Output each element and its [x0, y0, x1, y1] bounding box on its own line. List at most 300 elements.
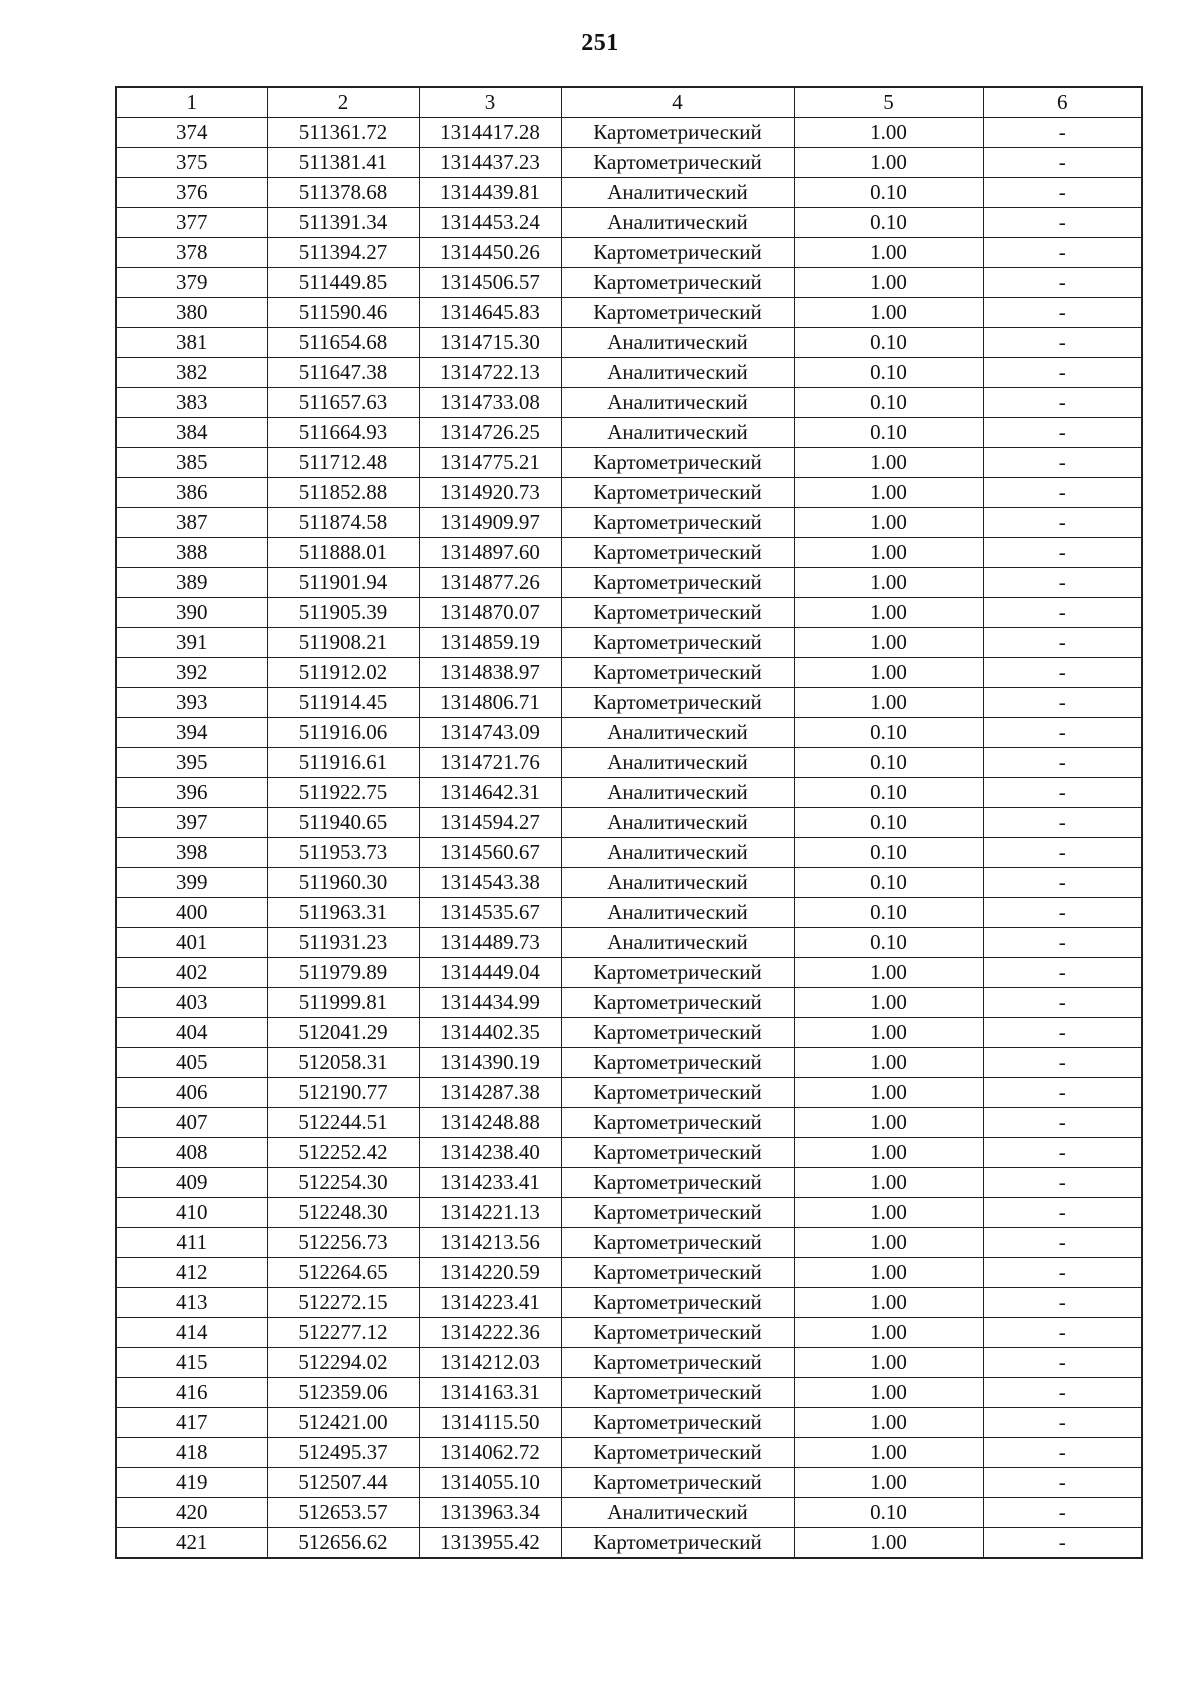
- cell-point-number: 411: [116, 1228, 267, 1258]
- cell-method: Аналитический: [561, 418, 794, 448]
- cell-accuracy: 1.00: [794, 1408, 983, 1438]
- cell-method: Картометрический: [561, 1138, 794, 1168]
- column-header-method: 4: [561, 87, 794, 118]
- cell-method: Картометрический: [561, 1348, 794, 1378]
- table-row: [116, 328, 1142, 358]
- cell-accuracy: 1.00: [794, 1438, 983, 1468]
- cell-note: -: [983, 178, 1142, 208]
- cell-accuracy: 0.10: [794, 1498, 983, 1528]
- cell-accuracy: 0.10: [794, 778, 983, 808]
- table-row: [116, 1048, 1142, 1078]
- cell-coordinate-y: 1313963.34: [419, 1498, 561, 1528]
- cell-point-number: 377: [116, 208, 267, 238]
- cell-coordinate-y: 1314877.26: [419, 568, 561, 598]
- cell-accuracy: 1.00: [794, 1048, 983, 1078]
- cell-coordinate-x: 511979.89: [267, 958, 419, 988]
- cell-accuracy: 1.00: [794, 238, 983, 268]
- table-row: [116, 1438, 1142, 1468]
- cell-accuracy: 1.00: [794, 1078, 983, 1108]
- cell-method: Картометрический: [561, 1168, 794, 1198]
- cell-method: Картометрический: [561, 1018, 794, 1048]
- cell-accuracy: 0.10: [794, 178, 983, 208]
- cell-coordinate-y: 1314223.41: [419, 1288, 561, 1318]
- cell-point-number: 416: [116, 1378, 267, 1408]
- cell-note: -: [983, 268, 1142, 298]
- cell-coordinate-y: 1314287.38: [419, 1078, 561, 1108]
- table-row: [116, 1498, 1142, 1528]
- cell-accuracy: 0.10: [794, 748, 983, 778]
- coordinates-table: [115, 86, 1143, 1559]
- cell-point-number: 384: [116, 418, 267, 448]
- cell-accuracy: 1.00: [794, 688, 983, 718]
- cell-accuracy: 1.00: [794, 1168, 983, 1198]
- cell-method: Аналитический: [561, 838, 794, 868]
- cell-note: -: [983, 328, 1142, 358]
- cell-coordinate-x: 512248.30: [267, 1198, 419, 1228]
- cell-point-number: 407: [116, 1108, 267, 1138]
- cell-accuracy: 1.00: [794, 958, 983, 988]
- cell-accuracy: 1.00: [794, 1138, 983, 1168]
- cell-note: -: [983, 418, 1142, 448]
- table-row: [116, 538, 1142, 568]
- cell-note: -: [983, 1288, 1142, 1318]
- table-row: [116, 1528, 1142, 1559]
- cell-coordinate-x: 512264.65: [267, 1258, 419, 1288]
- table-row: [116, 838, 1142, 868]
- cell-note: -: [983, 508, 1142, 538]
- cell-method: Картометрический: [561, 628, 794, 658]
- cell-accuracy: 1.00: [794, 478, 983, 508]
- cell-point-number: 418: [116, 1438, 267, 1468]
- cell-accuracy: 1.00: [794, 568, 983, 598]
- cell-point-number: 417: [116, 1408, 267, 1438]
- table-row: [116, 298, 1142, 328]
- table-row: [116, 958, 1142, 988]
- cell-method: Картометрический: [561, 1198, 794, 1228]
- cell-coordinate-y: 1314439.81: [419, 178, 561, 208]
- cell-accuracy: 0.10: [794, 808, 983, 838]
- cell-point-number: 389: [116, 568, 267, 598]
- cell-accuracy: 0.10: [794, 928, 983, 958]
- cell-coordinate-y: 1314920.73: [419, 478, 561, 508]
- cell-method: Картометрический: [561, 1228, 794, 1258]
- cell-accuracy: 1.00: [794, 1018, 983, 1048]
- cell-note: -: [983, 1108, 1142, 1138]
- cell-coordinate-y: 1314870.07: [419, 598, 561, 628]
- cell-method: Картометрический: [561, 658, 794, 688]
- cell-point-number: 392: [116, 658, 267, 688]
- cell-method: Картометрический: [561, 1528, 794, 1559]
- cell-coordinate-y: 1314897.60: [419, 538, 561, 568]
- cell-accuracy: 1.00: [794, 598, 983, 628]
- cell-method: Картометрический: [561, 298, 794, 328]
- cell-coordinate-y: 1314642.31: [419, 778, 561, 808]
- cell-coordinate-x: 511647.38: [267, 358, 419, 388]
- cell-coordinate-y: 1314055.10: [419, 1468, 561, 1498]
- cell-note: -: [983, 1438, 1142, 1468]
- cell-point-number: 388: [116, 538, 267, 568]
- cell-note: -: [983, 358, 1142, 388]
- cell-coordinate-y: 1314453.24: [419, 208, 561, 238]
- table-row: [116, 1168, 1142, 1198]
- cell-point-number: 391: [116, 628, 267, 658]
- cell-coordinate-y: 1314560.67: [419, 838, 561, 868]
- table-row: [116, 508, 1142, 538]
- cell-coordinate-x: 512254.30: [267, 1168, 419, 1198]
- cell-note: -: [983, 1378, 1142, 1408]
- cell-note: -: [983, 898, 1142, 928]
- cell-method: Аналитический: [561, 208, 794, 238]
- table-row: [116, 868, 1142, 898]
- cell-coordinate-y: 1314213.56: [419, 1228, 561, 1258]
- cell-accuracy: 1.00: [794, 1198, 983, 1228]
- cell-point-number: 376: [116, 178, 267, 208]
- cell-coordinate-x: 511916.06: [267, 718, 419, 748]
- cell-method: Картометрический: [561, 268, 794, 298]
- cell-coordinate-y: 1314437.23: [419, 148, 561, 178]
- cell-method: Аналитический: [561, 898, 794, 928]
- cell-method: Аналитический: [561, 808, 794, 838]
- cell-point-number: 420: [116, 1498, 267, 1528]
- table-row: [116, 688, 1142, 718]
- cell-coordinate-x: 512359.06: [267, 1378, 419, 1408]
- cell-accuracy: 0.10: [794, 838, 983, 868]
- cell-accuracy: 0.10: [794, 898, 983, 928]
- cell-note: -: [983, 808, 1142, 838]
- cell-point-number: 387: [116, 508, 267, 538]
- cell-note: -: [983, 118, 1142, 148]
- cell-note: -: [983, 1138, 1142, 1168]
- cell-coordinate-y: 1314806.71: [419, 688, 561, 718]
- cell-note: -: [983, 1318, 1142, 1348]
- table-row: [116, 988, 1142, 1018]
- table-row: [116, 628, 1142, 658]
- cell-method: Аналитический: [561, 778, 794, 808]
- cell-note: -: [983, 1468, 1142, 1498]
- table-row: [116, 1408, 1142, 1438]
- cell-point-number: 410: [116, 1198, 267, 1228]
- cell-accuracy: 0.10: [794, 718, 983, 748]
- cell-coordinate-y: 1314449.04: [419, 958, 561, 988]
- cell-note: -: [983, 838, 1142, 868]
- cell-coordinate-x: 511901.94: [267, 568, 419, 598]
- cell-coordinate-y: 1314645.83: [419, 298, 561, 328]
- cell-point-number: 421: [116, 1528, 267, 1559]
- table-row: [116, 898, 1142, 928]
- cell-coordinate-x: 512277.12: [267, 1318, 419, 1348]
- table-row: [116, 1078, 1142, 1108]
- table-row: [116, 478, 1142, 508]
- cell-accuracy: 1.00: [794, 148, 983, 178]
- cell-note: -: [983, 388, 1142, 418]
- cell-point-number: 399: [116, 868, 267, 898]
- cell-point-number: 379: [116, 268, 267, 298]
- cell-coordinate-y: 1314726.25: [419, 418, 561, 448]
- table-row: [116, 658, 1142, 688]
- cell-coordinate-y: 1314838.97: [419, 658, 561, 688]
- cell-point-number: 401: [116, 928, 267, 958]
- table-row: [116, 1378, 1142, 1408]
- cell-coordinate-x: 511963.31: [267, 898, 419, 928]
- cell-coordinate-y: 1314402.35: [419, 1018, 561, 1048]
- cell-note: -: [983, 538, 1142, 568]
- cell-point-number: 400: [116, 898, 267, 928]
- cell-method: Аналитический: [561, 328, 794, 358]
- table-row: [116, 118, 1142, 148]
- cell-accuracy: 1.00: [794, 1228, 983, 1258]
- cell-coordinate-x: 511912.02: [267, 658, 419, 688]
- table-row: [116, 268, 1142, 298]
- cell-point-number: 405: [116, 1048, 267, 1078]
- cell-coordinate-x: 511916.61: [267, 748, 419, 778]
- table-row: [116, 1108, 1142, 1138]
- cell-accuracy: 0.10: [794, 868, 983, 898]
- cell-note: -: [983, 988, 1142, 1018]
- cell-coordinate-y: 1314212.03: [419, 1348, 561, 1378]
- cell-accuracy: 1.00: [794, 1348, 983, 1378]
- cell-note: -: [983, 928, 1142, 958]
- table-row: [116, 418, 1142, 448]
- cell-accuracy: 1.00: [794, 1258, 983, 1288]
- cell-coordinate-x: 512495.37: [267, 1438, 419, 1468]
- cell-point-number: 419: [116, 1468, 267, 1498]
- cell-coordinate-y: 1314434.99: [419, 988, 561, 1018]
- cell-coordinate-x: 511940.65: [267, 808, 419, 838]
- cell-coordinate-y: 1314450.26: [419, 238, 561, 268]
- cell-accuracy: 1.00: [794, 118, 983, 148]
- cell-accuracy: 0.10: [794, 328, 983, 358]
- cell-coordinate-x: 512294.02: [267, 1348, 419, 1378]
- cell-method: Картометрический: [561, 1048, 794, 1078]
- cell-note: -: [983, 718, 1142, 748]
- cell-coordinate-x: 511654.68: [267, 328, 419, 358]
- cell-point-number: 381: [116, 328, 267, 358]
- cell-coordinate-x: 512041.29: [267, 1018, 419, 1048]
- cell-coordinate-x: 511590.46: [267, 298, 419, 328]
- cell-coordinate-x: 511874.58: [267, 508, 419, 538]
- cell-note: -: [983, 748, 1142, 778]
- cell-coordinate-x: 512507.44: [267, 1468, 419, 1498]
- cell-note: -: [983, 448, 1142, 478]
- cell-coordinate-y: 1314733.08: [419, 388, 561, 418]
- cell-coordinate-x: 511449.85: [267, 268, 419, 298]
- cell-coordinate-y: 1314715.30: [419, 328, 561, 358]
- table-row: [116, 598, 1142, 628]
- cell-coordinate-y: 1314220.59: [419, 1258, 561, 1288]
- cell-note: -: [983, 658, 1142, 688]
- column-header-coordinate-y: 3: [419, 87, 561, 118]
- cell-method: Аналитический: [561, 1498, 794, 1528]
- table-row: [116, 1468, 1142, 1498]
- cell-point-number: 409: [116, 1168, 267, 1198]
- cell-coordinate-x: 511905.39: [267, 598, 419, 628]
- cell-coordinate-y: 1314390.19: [419, 1048, 561, 1078]
- cell-coordinate-x: 511888.01: [267, 538, 419, 568]
- cell-coordinate-y: 1314221.13: [419, 1198, 561, 1228]
- cell-point-number: 412: [116, 1258, 267, 1288]
- table-row: [116, 1318, 1142, 1348]
- table-row: [116, 358, 1142, 388]
- cell-accuracy: 1.00: [794, 658, 983, 688]
- cell-point-number: 375: [116, 148, 267, 178]
- cell-point-number: 378: [116, 238, 267, 268]
- header-row: [116, 87, 1142, 118]
- table-row: [116, 748, 1142, 778]
- cell-coordinate-y: 1313955.42: [419, 1528, 561, 1559]
- cell-coordinate-x: 511999.81: [267, 988, 419, 1018]
- cell-note: -: [983, 1168, 1142, 1198]
- cell-coordinate-x: 512421.00: [267, 1408, 419, 1438]
- cell-coordinate-x: 511712.48: [267, 448, 419, 478]
- cell-method: Картометрический: [561, 1378, 794, 1408]
- cell-accuracy: 0.10: [794, 358, 983, 388]
- cell-coordinate-y: 1314721.76: [419, 748, 561, 778]
- cell-note: -: [983, 478, 1142, 508]
- cell-coordinate-x: 511908.21: [267, 628, 419, 658]
- cell-accuracy: 1.00: [794, 268, 983, 298]
- cell-method: Картометрический: [561, 1258, 794, 1288]
- cell-note: -: [983, 298, 1142, 328]
- table-row: [116, 1348, 1142, 1378]
- table-body: [116, 118, 1142, 1559]
- cell-coordinate-x: 512058.31: [267, 1048, 419, 1078]
- table-row: [116, 1138, 1142, 1168]
- table-row: [116, 148, 1142, 178]
- cell-note: -: [983, 688, 1142, 718]
- cell-method: Картометрический: [561, 238, 794, 268]
- cell-note: -: [983, 148, 1142, 178]
- cell-point-number: 395: [116, 748, 267, 778]
- cell-coordinate-x: 511914.45: [267, 688, 419, 718]
- cell-method: Картометрический: [561, 1078, 794, 1108]
- cell-method: Аналитический: [561, 718, 794, 748]
- cell-coordinate-x: 511391.34: [267, 208, 419, 238]
- cell-note: -: [983, 778, 1142, 808]
- cell-point-number: 397: [116, 808, 267, 838]
- cell-note: -: [983, 1408, 1142, 1438]
- table-row: [116, 178, 1142, 208]
- cell-note: -: [983, 1078, 1142, 1108]
- cell-point-number: 394: [116, 718, 267, 748]
- cell-coordinate-y: 1314775.21: [419, 448, 561, 478]
- table-row: [116, 1258, 1142, 1288]
- table-row: [116, 238, 1142, 268]
- cell-method: Аналитический: [561, 388, 794, 418]
- cell-method: Картометрический: [561, 118, 794, 148]
- cell-coordinate-x: 512256.73: [267, 1228, 419, 1258]
- cell-point-number: 404: [116, 1018, 267, 1048]
- cell-coordinate-y: 1314743.09: [419, 718, 561, 748]
- cell-point-number: 406: [116, 1078, 267, 1108]
- cell-accuracy: 1.00: [794, 1378, 983, 1408]
- cell-method: Картометрический: [561, 448, 794, 478]
- cell-coordinate-x: 511960.30: [267, 868, 419, 898]
- cell-accuracy: 1.00: [794, 298, 983, 328]
- column-header-point-number: 1: [116, 87, 267, 118]
- cell-coordinate-y: 1314594.27: [419, 808, 561, 838]
- cell-accuracy: 1.00: [794, 628, 983, 658]
- table-row: [116, 928, 1142, 958]
- cell-point-number: 374: [116, 118, 267, 148]
- cell-method: Картометрический: [561, 478, 794, 508]
- cell-coordinate-y: 1314722.13: [419, 358, 561, 388]
- cell-accuracy: 1.00: [794, 1288, 983, 1318]
- cell-note: -: [983, 1198, 1142, 1228]
- cell-accuracy: 0.10: [794, 418, 983, 448]
- cell-point-number: 393: [116, 688, 267, 718]
- cell-point-number: 382: [116, 358, 267, 388]
- cell-coordinate-y: 1314859.19: [419, 628, 561, 658]
- cell-accuracy: 1.00: [794, 1528, 983, 1559]
- cell-accuracy: 0.10: [794, 388, 983, 418]
- cell-accuracy: 1.00: [794, 448, 983, 478]
- cell-coordinate-y: 1314535.67: [419, 898, 561, 928]
- table-header: [116, 87, 1142, 118]
- cell-method: Картометрический: [561, 568, 794, 598]
- cell-method: Картометрический: [561, 508, 794, 538]
- cell-note: -: [983, 1348, 1142, 1378]
- cell-point-number: 413: [116, 1288, 267, 1318]
- cell-point-number: 386: [116, 478, 267, 508]
- cell-note: -: [983, 958, 1142, 988]
- table-row: [116, 1288, 1142, 1318]
- cell-accuracy: 1.00: [794, 988, 983, 1018]
- cell-point-number: 390: [116, 598, 267, 628]
- cell-note: -: [983, 1018, 1142, 1048]
- table-row: [116, 208, 1142, 238]
- cell-accuracy: 0.10: [794, 208, 983, 238]
- cell-point-number: 403: [116, 988, 267, 1018]
- cell-note: -: [983, 1228, 1142, 1258]
- table-row: [116, 808, 1142, 838]
- cell-point-number: 383: [116, 388, 267, 418]
- cell-coordinate-x: 512190.77: [267, 1078, 419, 1108]
- cell-coordinate-x: 511931.23: [267, 928, 419, 958]
- cell-point-number: 414: [116, 1318, 267, 1348]
- cell-method: Картометрический: [561, 598, 794, 628]
- cell-coordinate-y: 1314238.40: [419, 1138, 561, 1168]
- cell-method: Аналитический: [561, 358, 794, 388]
- table-row: [116, 568, 1142, 598]
- table-row: [116, 1018, 1142, 1048]
- cell-coordinate-x: 511378.68: [267, 178, 419, 208]
- table-row: [116, 778, 1142, 808]
- cell-method: Картометрический: [561, 1318, 794, 1348]
- table-row: [116, 718, 1142, 748]
- cell-note: -: [983, 208, 1142, 238]
- cell-coordinate-x: 512272.15: [267, 1288, 419, 1318]
- cell-coordinate-x: 511922.75: [267, 778, 419, 808]
- cell-point-number: 380: [116, 298, 267, 328]
- cell-coordinate-y: 1314489.73: [419, 928, 561, 958]
- cell-method: Картометрический: [561, 1108, 794, 1138]
- cell-note: -: [983, 1528, 1142, 1559]
- cell-note: -: [983, 868, 1142, 898]
- cell-coordinate-x: 511664.93: [267, 418, 419, 448]
- cell-coordinate-y: 1314115.50: [419, 1408, 561, 1438]
- cell-accuracy: 1.00: [794, 1318, 983, 1348]
- cell-coordinate-y: 1314417.28: [419, 118, 561, 148]
- cell-method: Аналитический: [561, 748, 794, 778]
- table-row: [116, 448, 1142, 478]
- cell-coordinate-x: 511361.72: [267, 118, 419, 148]
- cell-coordinate-y: 1314543.38: [419, 868, 561, 898]
- cell-method: Картометрический: [561, 538, 794, 568]
- cell-coordinate-y: 1314248.88: [419, 1108, 561, 1138]
- cell-coordinate-y: 1314506.57: [419, 268, 561, 298]
- cell-coordinate-y: 1314233.41: [419, 1168, 561, 1198]
- cell-coordinate-x: 511852.88: [267, 478, 419, 508]
